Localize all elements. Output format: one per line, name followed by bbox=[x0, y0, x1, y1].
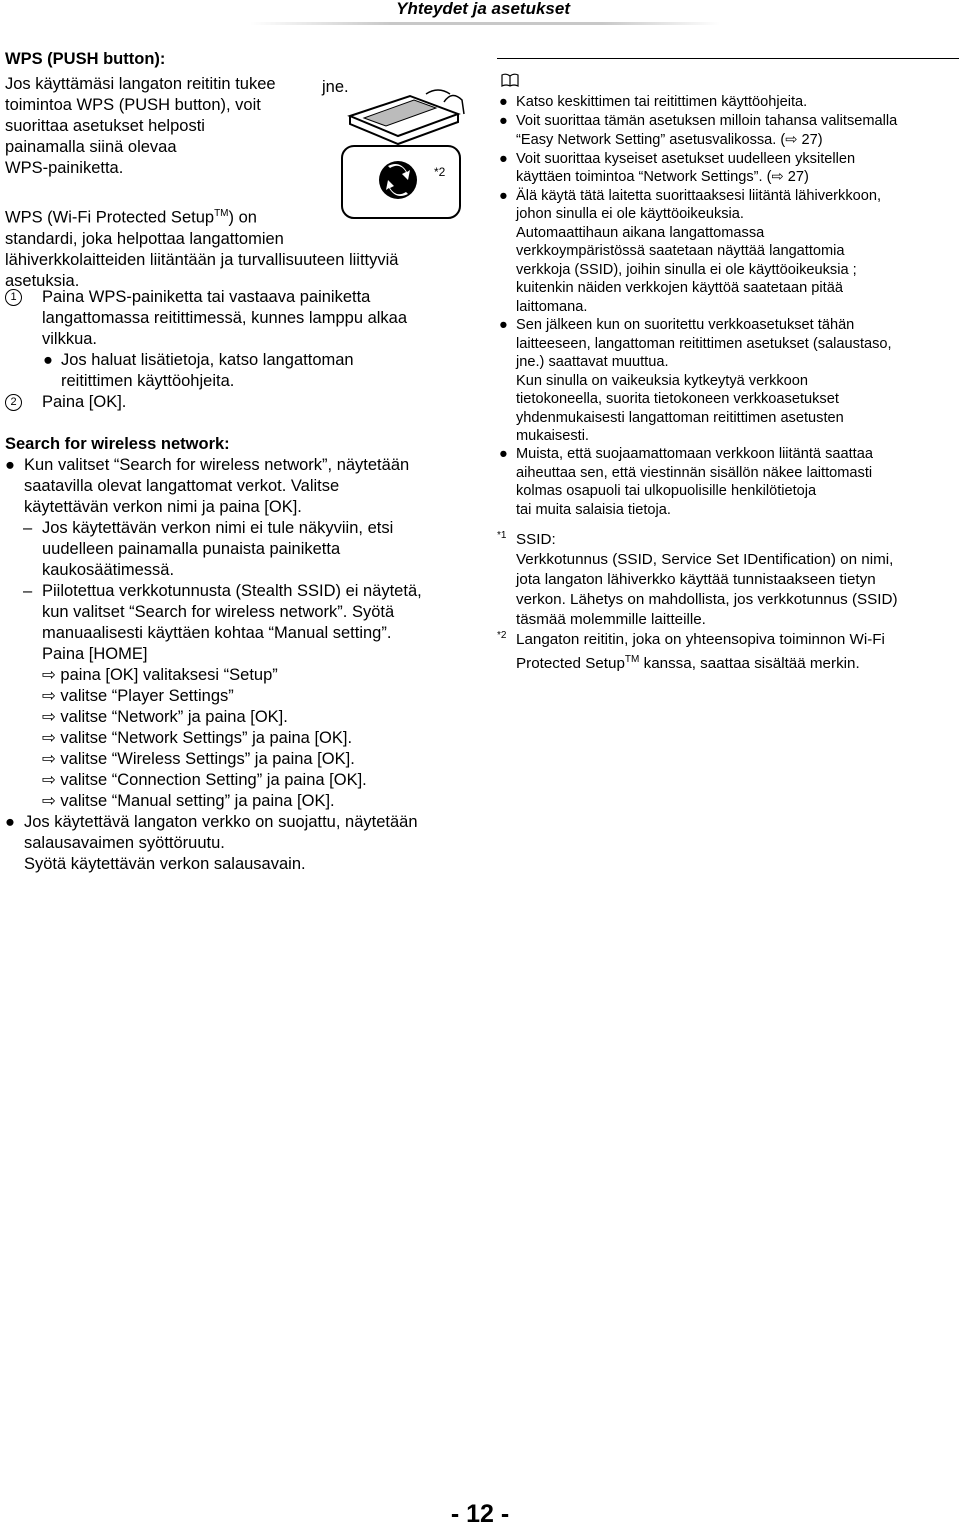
book-icon bbox=[500, 72, 520, 88]
page-number: - 12 - bbox=[450, 1500, 510, 1528]
note-text: Automaattihaun aikana langattomassa bbox=[516, 225, 765, 241]
running-header-title: Yhteydet ja asetukset bbox=[396, 0, 570, 18]
search-text: käytettävän verkon nimi ja paina [OK]. bbox=[24, 498, 302, 516]
arrow-right-icon: ⇨ bbox=[42, 771, 61, 789]
search-text: Kun valitset “Search for wireless network”, näytetään bbox=[24, 456, 410, 474]
figure-note-mark: *2 bbox=[434, 165, 446, 179]
step-number-1: 1 bbox=[5, 289, 22, 306]
wps-push-text: WPS-painiketta. bbox=[5, 159, 124, 177]
wps-push-text: Jos käyttämäsi langaton reititin tukee bbox=[5, 75, 276, 93]
footnote-text: verkon. Lähetys on mahdollista, jos verkkotunnus (SSID) bbox=[516, 591, 898, 608]
search-text: uudelleen painamalla punaista painiketta bbox=[42, 540, 341, 558]
wps-push-heading: WPS (PUSH button): bbox=[5, 50, 166, 68]
note-text: jne.) saattavat muuttua. bbox=[516, 354, 669, 370]
footnote-text: Langaton reititin, joka on yhteensopiva toiminnon Wi-Fi bbox=[516, 631, 885, 648]
menu-path-step: ⇨ valitse “Network Settings” ja paina [OK]. bbox=[42, 729, 353, 747]
bullet-icon: ● bbox=[5, 813, 15, 831]
note-text: aiheuttaa sen, että viestinnän sisällön näkee laittomasti bbox=[516, 465, 873, 481]
note-text: Muista, että suojaamattomaan verkkoon liitäntä saattaa bbox=[516, 446, 873, 462]
note-text: Kun sinulla on vaikeuksia kytkeytyä verkkoon bbox=[516, 373, 809, 389]
arrow-right-icon: ⇨ bbox=[42, 666, 61, 684]
dash-icon: – bbox=[23, 519, 33, 537]
step-text: vilkkua. bbox=[42, 330, 98, 348]
step-number-2: 2 bbox=[5, 394, 22, 411]
search-text: Syötä käytettävän verkon salausavain. bbox=[24, 855, 306, 873]
menu-path-step: ⇨ paina [OK] valitaksesi “Setup” bbox=[42, 666, 278, 684]
bullet-icon: ● bbox=[499, 94, 508, 110]
note-text: Katso keskittimen tai reitittimen käyttöohjeita. bbox=[516, 94, 808, 110]
wps-push-text: painamalla siinä olevaa bbox=[5, 138, 177, 156]
step-note-text: reitittimen käyttöohjeita. bbox=[61, 372, 235, 390]
note-text: Sen jälkeen kun on suoritettu verkkoasetukset tähän bbox=[516, 317, 855, 333]
search-text: Piilotettua verkkotunnusta (Stealth SSID) ei näytetä, bbox=[42, 582, 422, 600]
note-text: Älä käytä tätä laitetta suorittaaksesi liitäntä lähiverkkoon, bbox=[516, 188, 882, 204]
footnote-mark: *2 bbox=[497, 630, 507, 641]
bullet-icon: ● bbox=[499, 113, 508, 129]
note-text: laittomana. bbox=[516, 299, 588, 315]
step-text: langattomassa reitittimessä, kunnes lamppu alkaa bbox=[42, 309, 408, 327]
search-text: Jos käytettävän verkon nimi ei tule näkyviin, etsi bbox=[42, 519, 394, 537]
note-text: verkkoja (SSID), joihin sinulla ei ole käyttöoikeuksia ; bbox=[516, 262, 857, 278]
header-divider bbox=[250, 22, 720, 25]
bullet-icon: ● bbox=[499, 151, 508, 167]
search-text: Paina [HOME] bbox=[42, 645, 148, 663]
wps-steps bbox=[5, 287, 465, 413]
search-text: salausavaimen syöttöruutu. bbox=[24, 834, 225, 852]
wps-desc-text: lähiverkkolaitteiden liitäntään ja turvallisuuteen liittyviä bbox=[5, 250, 399, 269]
footnote-text: täsmää molemmille laitteille. bbox=[516, 611, 706, 628]
note-text: tai muita salaisia tietoja. bbox=[516, 502, 671, 518]
arrow-right-icon: ⇨ bbox=[42, 750, 61, 768]
note-text: mukaisesti. bbox=[516, 428, 589, 444]
note-text: verkkoympäristössä saatetaan näyttää langattomia bbox=[516, 243, 845, 259]
footnote-text: Verkkotunnus (SSID, Service Set IDentification) on nimi, bbox=[516, 551, 894, 568]
menu-path-step: ⇨ valitse “Wireless Settings” ja paina [OK]. bbox=[42, 750, 355, 768]
bullet-icon: ● bbox=[499, 317, 508, 333]
search-section bbox=[5, 434, 465, 875]
menu-path-step: ⇨ valitse “Connection Setting” ja paina [OK]. bbox=[42, 771, 367, 789]
arrow-right-icon: ⇨ bbox=[42, 729, 61, 747]
wps-push-text: toimintoa WPS (PUSH button), voit bbox=[5, 96, 261, 114]
note-text: johon sinulla ei ole käyttöoikeuksia. bbox=[516, 206, 744, 222]
jne-label: jne. bbox=[322, 78, 349, 96]
wps-push-text: suorittaa asetukset helposti bbox=[5, 117, 205, 135]
wps-desc-text: standardi, joka helpottaa langattomien bbox=[5, 229, 284, 248]
note-text: “Easy Network Setting” asetusvalikossa. (⇨ 27) bbox=[516, 132, 823, 148]
search-text: saatavilla olevat langattomat verkot. Valitse bbox=[24, 477, 340, 495]
wps-push-section bbox=[5, 49, 465, 179]
footnote-text: SSID: bbox=[516, 531, 556, 548]
note-text: Voit suorittaa tämän asetuksen milloin tahansa valitsemalla bbox=[516, 113, 898, 129]
note-text: tietokoneella, suorita tietokoneen verkkoasetukset bbox=[516, 391, 839, 407]
menu-path-step: ⇨ valitse “Player Settings” bbox=[42, 687, 234, 705]
dash-icon: – bbox=[23, 582, 33, 600]
bullet-icon: ● bbox=[499, 188, 508, 204]
search-text: kaukosäätimessä. bbox=[42, 561, 175, 579]
search-heading: Search for wireless network: bbox=[5, 435, 230, 453]
note-text: kuitenkin näiden verkkojen käyttöä saatetaan pitää bbox=[516, 280, 843, 296]
note-text: yhdenmukaisesti langattoman reitittimen asetusten bbox=[516, 410, 844, 426]
step-text: Paina WPS-painiketta tai vastaava painiketta bbox=[42, 288, 371, 306]
note-text: käyttäen toimintoa “Network Settings”. (⇨ 27) bbox=[516, 169, 809, 185]
bullet-icon: ● bbox=[5, 456, 15, 474]
arrow-right-icon: ⇨ bbox=[42, 708, 61, 726]
notes-divider bbox=[497, 58, 959, 59]
menu-path-step: ⇨ valitse “Network” ja paina [OK]. bbox=[42, 708, 288, 726]
search-text: kun valitset “Search for wireless network”. Syötä bbox=[42, 603, 395, 621]
note-text: Voit suorittaa kyseiset asetukset uudelleen yksitellen bbox=[516, 151, 856, 167]
footnote-text: jota langaton lähiverkko käyttää tunnistaakseen tietyn bbox=[516, 571, 876, 588]
bullet-icon: ● bbox=[43, 351, 53, 369]
step-text: Paina [OK]. bbox=[42, 393, 127, 411]
note-text: laitteeseen, langattoman reitittimen asetukset (salaustaso, bbox=[516, 336, 892, 352]
footnote-text: Protected Setup™ kanssa, saattaa sisältää merkin. bbox=[516, 654, 860, 673]
arrow-right-icon: ⇨ bbox=[42, 792, 61, 810]
note-text: kolmas osapuoli tai ulkopuolisille henkilötietoja bbox=[516, 483, 817, 499]
arrow-right-icon: ⇨ bbox=[42, 687, 61, 705]
menu-path-step: ⇨ valitse “Manual setting” ja paina [OK]. bbox=[42, 792, 335, 810]
bullet-icon: ● bbox=[499, 446, 508, 462]
wps-desc-text: WPS (Wi-Fi Protected Setup™) on bbox=[5, 208, 257, 227]
footnote-mark: *1 bbox=[497, 530, 507, 541]
wps-desc-text: asetuksia. bbox=[5, 271, 80, 290]
search-text: manuaalisesti käyttäen kohtaa “Manual setting”. bbox=[42, 624, 392, 642]
step-note-text: Jos haluat lisätietoja, katso langattoman bbox=[61, 351, 354, 369]
search-text: Jos käytettävä langaton verkko on suojattu, näytetään bbox=[24, 813, 418, 831]
wps-description bbox=[5, 203, 465, 292]
